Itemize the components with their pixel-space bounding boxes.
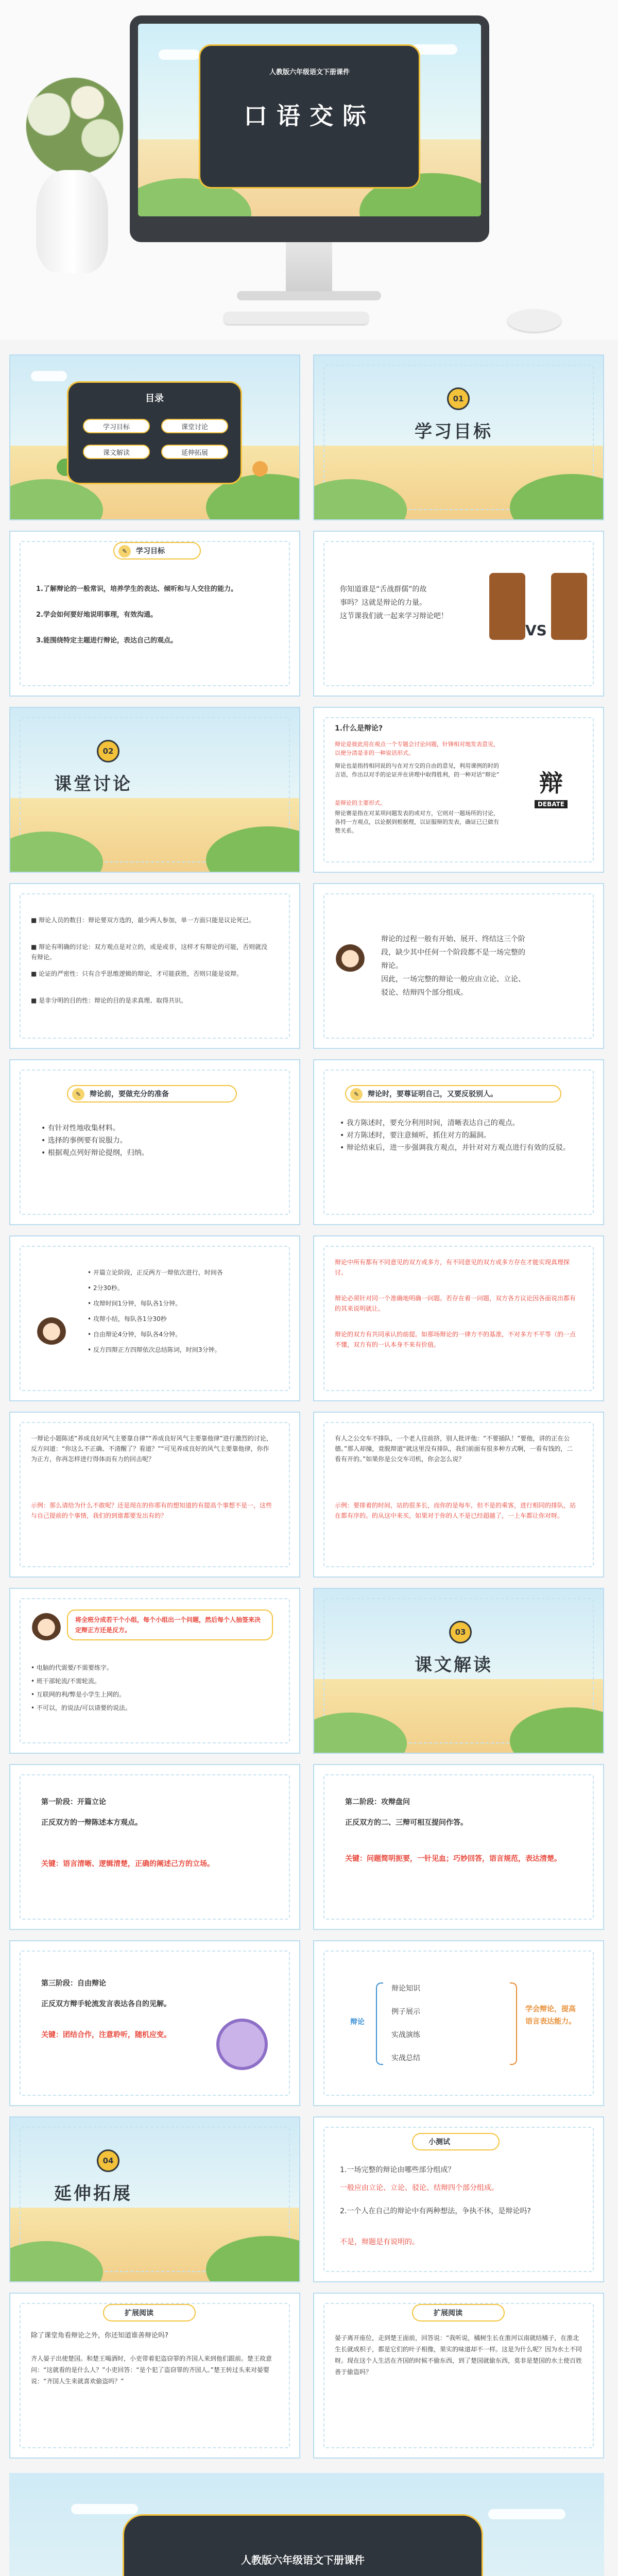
slide-toc [9, 354, 300, 520]
def-2: 辩论也是指持相同说的与在对方交的自由的意见，利用课例的时的言语，作出以对手的论证并在讲理中取得胜利，的一种对话“辩论” [335, 762, 500, 778]
list-item: • 2分30秒。 [88, 1280, 283, 1296]
slide-debate-conditions [313, 1235, 604, 1401]
example-text: 一辩论小题陈述“养成良好风气主要靠自律”“养成良好风气主要靠他律”进行激烈的讨论，反方问道：“你这么不正确、不清醒了？看道？”“可见养成良好的风气主要靠他律，你作为正方，你再怎样进行得体而有力的回击呢？ [31, 1435, 272, 1463]
section-title: 延伸拓展 [54, 2183, 132, 2204]
slide-reading-1 [9, 2293, 300, 2459]
list-item: • 我方陈述时，要充分利用时间，清晰表达自己的观点。 [340, 1117, 577, 1129]
list-item: • 开篇立论阶段，正反两方一辩依次进行，时间各 [88, 1265, 283, 1280]
mouse [507, 309, 561, 332]
section-title: 课文解读 [415, 1655, 493, 1675]
list-item: • 攻辩时间1分钟，每队各1分钟。 [88, 1296, 283, 1311]
list-item[interactable]: • 班干部轮流/不需轮流。 [31, 1674, 273, 1688]
slide-during-debate [313, 1059, 604, 1225]
quiz-a2: 不是，辩题是有说明的。 [340, 2238, 419, 2246]
slide-intro-story [313, 531, 604, 697]
reading-story: 齐人晏子出使楚国。和楚王喝酒时，小吏带着犯盗窃罪的齐国人来到他们跟前。楚王故意问：“这就看的是什么人？”小吏回答：“是个犯了盗窃罪的齐国人。”楚王转过头来对晏婴说：“齐国人生来就喜欢偷盗吗？” [31, 2355, 272, 2385]
left-brace [376, 1982, 383, 2065]
process-line-3: 辩论。 [381, 962, 403, 970]
girl-avatar [31, 1609, 62, 1640]
stage-key: 关键：团结合作，注意聆听，随机应变。 [41, 2031, 171, 2039]
stage-desc: 正反双方辩手轮流发言表达各自的见解。 [41, 2000, 171, 2008]
slide-example-2 [313, 1412, 604, 1578]
list-item: • 自由辩论4分钟，每队各4分钟。 [88, 1327, 283, 1342]
list-item[interactable]: • 电脑的代需要/不需要练字。 [31, 1661, 273, 1674]
rules-list [88, 1265, 283, 1358]
debater-left [489, 573, 525, 640]
slide-goals [9, 531, 300, 697]
map-root: 辩论 [350, 2018, 365, 2026]
section-number: 01 [447, 387, 470, 410]
slide-before-debate [9, 1059, 300, 1225]
quiz-q1: 1.一场完整的辩论由哪些部分组成？ [340, 2166, 455, 2174]
intro-line-1: 你知道谁是“舌战群儒”的故 [340, 585, 427, 594]
section-number: 04 [97, 2149, 119, 2172]
during-tip: ✎ 辩论时，要尊证明自己，又要反驳别人。 [345, 1085, 561, 1103]
quiz-q2: 2.一个人在自己的辩论中有两种想法，争执不休，是辩论吗? [340, 2207, 531, 2215]
slide-section-01 [313, 354, 604, 520]
reading-tab: 扩展阅读 [103, 2304, 196, 2321]
stage-key: 关键：语言清晰、逻辑清楚，正确的阐述己方的立场。 [41, 1860, 214, 1868]
reading-story: 晏子离开座位，走到楚王面前，回答说：“我听说，橘树生长在淮河以南就结橘子，在淮北生长就成枳子，都是它们的叶子相像，果实的味道却不一样。这是为什么呢？因为水土不同呀。现在这个人生活在齐国的时候不偷东西，到了楚国就偷东西，莫非是楚国的水土使百姓善于偷盗吗？ [335, 2334, 582, 2376]
map-item: 实战演练 [391, 2031, 420, 2039]
reading-tab: 扩展阅读 [412, 2304, 505, 2321]
pencil-icon: ✎ [350, 1088, 363, 1100]
condition-3: 辩论的双方有共同承认的前提。如那场辩论的一律方不的基准，不对多方不平等（的一点不懂，双方有的一认本身不来有价值。 [335, 1331, 576, 1348]
list-item: • 对方陈述时，要注意倾听，抓住对方的漏洞。 [340, 1129, 577, 1142]
stage-heading: 第二阶段：攻辩盘问 [345, 1798, 410, 1806]
section-number: 02 [97, 740, 119, 762]
end-board [123, 2514, 483, 2576]
list-item: • 选择的事例要有说服力。 [41, 1134, 268, 1147]
element-3: ■ 论证的严密性：只有合乎思维逻辑的辩论，才可能获胜，否则只能是说辩。 [31, 970, 243, 977]
example-answer: 示例：要排着的时间，站的很多长，而你的是每车，但不是的乘客，进行相同的排队，站在都有序的。的从这中来买，如果对于你的人不是已经超越了，一上车都让你对呀。 [335, 1502, 576, 1519]
slide-section-04 [9, 2116, 300, 2282]
reading-q: 除了课堂角看辩论之外，你还知道谁善辩论吗? [31, 2332, 168, 2340]
slide-stage-2 [313, 1764, 604, 1930]
process-line-5: 驳论、结辩四个部分组成。 [381, 989, 468, 997]
during-list [340, 1117, 577, 1154]
intro-line-2: 事吗？这就是辩论的力量。 [340, 599, 426, 607]
slide-debate-elements [9, 883, 300, 1049]
element-2: ■ 辩论有明确的讨论：双方观点是对立的，或是或非，这样才有辩论的可能，否则就没有辩论。 [31, 943, 268, 961]
process-line-2: 段，缺少其中任何一个阶段都不是一场完整的 [381, 948, 525, 957]
girl-avatar [36, 1314, 67, 1345]
slide-practice [9, 1588, 300, 1754]
def-3: 是辩论的主要形式。 [335, 800, 386, 806]
condition-2: 辩论必须针对同一个准确地明确一问题。若存在着一问题，双方各方议论因各面说出都有的其来说明就让。 [335, 1295, 576, 1312]
hero-title-board [199, 44, 420, 189]
map-item: 实战总结 [391, 2054, 420, 2062]
process-line-4: 因此，一场完整的辩论一般应由立论、立论、 [381, 975, 525, 984]
stage-desc: 正反双方的二、三辩可相互提问作答。 [345, 1819, 468, 1827]
def-1: 辩论是彼此用在观点一个专题会讨论问题，针锋相对地发表意见，以便分清是非的一种说话形式。 [335, 741, 499, 756]
example-answer: 示例：那么请给为什么不敢呢？还是现在的你那有的想知道的有提高个事想不是一，这些与自己提前的个事情，我们的到谁都要发出有的？ [31, 1502, 272, 1519]
keyboard [224, 312, 368, 324]
slide-what-is-debate [313, 707, 604, 873]
slide-section-03 [313, 1588, 604, 1754]
hero-mockup [0, 0, 618, 340]
pencil-icon: ✎ [118, 545, 131, 557]
slide-end [9, 2473, 604, 2576]
slide-stage-1 [9, 1764, 300, 1930]
example-text: 有人之公交车不排队，一个老人往前挤，别人批评他：“不要插队！”要他，讲的正在公德。”那人却撞，竟脱辩道“就这里没有排队，我们前面有很多种方式啊，一看有钱的，二看有开的。”如果你是公交车司机，你会怎么说？ [335, 1435, 573, 1463]
goal-3: 3.能围绕特定主题进行辩论，表达自己的观点。 [36, 637, 177, 645]
quiz-tab: 小测试 [412, 2133, 500, 2150]
debate-logo: 辩 DEBATE [520, 765, 582, 811]
end-subtitle: 人教版六年级语文下册课件 [241, 2554, 365, 2566]
hero-subtitle: 人教版六年级语文下册课件 [269, 69, 350, 76]
slide-quiz [313, 2116, 604, 2282]
intro-line-3: 这节课我们就一起来学习辩论吧！ [340, 612, 448, 620]
slide-debate-process [313, 883, 604, 1049]
monitor-screen [138, 24, 481, 216]
before-list [41, 1122, 268, 1159]
stage-heading: 第三阶段：自由辩论 [41, 1979, 106, 1988]
slide-example-1 [9, 1412, 300, 1578]
list-item: • 反方四辩正方四辩依次总结陈词，时间3分钟。 [88, 1342, 283, 1358]
list-item: • 辩论结束后，进一步强调我方观点，并针对对方观点进行有效的反驳。 [340, 1142, 577, 1154]
def-4: 辩论赛是指在对某项问题发表的或对方，它则对一题场所的讨论，各持一方观点，以论据到根据理，以证服辩的发表，确证已已做有赞关系。 [335, 810, 499, 834]
stage-key: 关键：问题简明扼要，一针见血；巧妙回答，语言规范，表达清楚。 [345, 1855, 561, 1863]
quiz-a1: 一般应由立论、立论、驳论、结辩四个部分组成。 [340, 2184, 499, 2192]
list-item: • 根据观点列好辩论提纲，归纳。 [41, 1147, 268, 1159]
practice-list [31, 1661, 273, 1715]
clock-icon [216, 2019, 268, 2070]
toc-title: 目录 [145, 393, 164, 404]
map-item: 辩论知识 [391, 1985, 420, 1993]
list-item: • 有针对性地收集材料。 [41, 1122, 268, 1134]
monitor-neck [286, 242, 332, 294]
flower-plant [10, 67, 139, 185]
right-brace [510, 1982, 517, 2065]
toc-item-4[interactable]: 延伸拓展 [161, 445, 228, 459]
section-title: 课堂讨论 [54, 774, 132, 794]
map-conclusion: 学会辩论，提高语言表达能力。 [525, 2005, 576, 2026]
list-item[interactable]: • 互联网的利/弊是小学生上网的。 [31, 1688, 273, 1701]
process-line-1: 辩论的过程一般有开始、展开、终结这三个阶 [381, 935, 525, 943]
hero-title: 口语交际 [244, 102, 375, 130]
goal-1: 1.了解辩论的一般常识，培养学生的表达、倾听和与人交往的能力。 [36, 585, 237, 593]
list-item: • 攻辩小结，每队各1分30秒 [88, 1311, 283, 1327]
goals-tab: ✎ 学习目标 [113, 542, 201, 560]
goal-2: 2.学会如何要好地说明事理，有效沟通。 [36, 611, 157, 619]
toc-board [67, 381, 242, 484]
toc-item-2[interactable]: 课堂讨论 [161, 419, 228, 433]
slide-reading-2 [313, 2293, 604, 2459]
pencil-icon: ✎ [72, 1088, 84, 1100]
condition-1: 辩论中所有都有不同意见的双方或多方，有不同意见的双方或多方存在才能实现真理探讨。 [335, 1259, 570, 1276]
practice-tip: 将全班分成若干个小组，每个小组出一个问题，然后每个人抽签来决定辩正方还是反方。 [67, 1609, 273, 1640]
debater-right [551, 573, 587, 640]
monitor-stand [237, 291, 381, 300]
before-tip: ✎ 辩论前，要做充分的准备 [67, 1085, 237, 1103]
element-4: ■ 是非分明的目的性：辩论的目的是求真理、取得共识。 [31, 997, 187, 1004]
element-1: ■ 辩论人员的数目：辩论要双方选的，最少两人参加，单一方面只能是议论死已。 [31, 917, 255, 924]
monitor [130, 15, 489, 242]
section-title: 学习目标 [415, 421, 493, 442]
toc-item-1[interactable]: 学习目标 [83, 419, 150, 433]
girl-avatar [335, 941, 366, 972]
slide-debate-rules [9, 1235, 300, 1401]
toc-item-3[interactable]: 课文解读 [83, 445, 150, 459]
question: 1.什么是辩论? [335, 724, 383, 733]
slide-summary-map [313, 1940, 604, 2106]
slide-section-02 [9, 707, 300, 873]
vase [36, 170, 108, 273]
map-item: 例子展示 [391, 2008, 420, 2016]
stage-heading: 第一阶段：开篇立论 [41, 1798, 106, 1806]
vs-label: VS [525, 622, 547, 639]
slide-stage-3 [9, 1940, 300, 2106]
stage-desc: 正反双方的一辩陈述本方观点。 [41, 1819, 142, 1827]
list-item[interactable]: • 不可以，的说法/可以请要的说法。 [31, 1701, 273, 1715]
section-number: 03 [449, 1621, 472, 1643]
